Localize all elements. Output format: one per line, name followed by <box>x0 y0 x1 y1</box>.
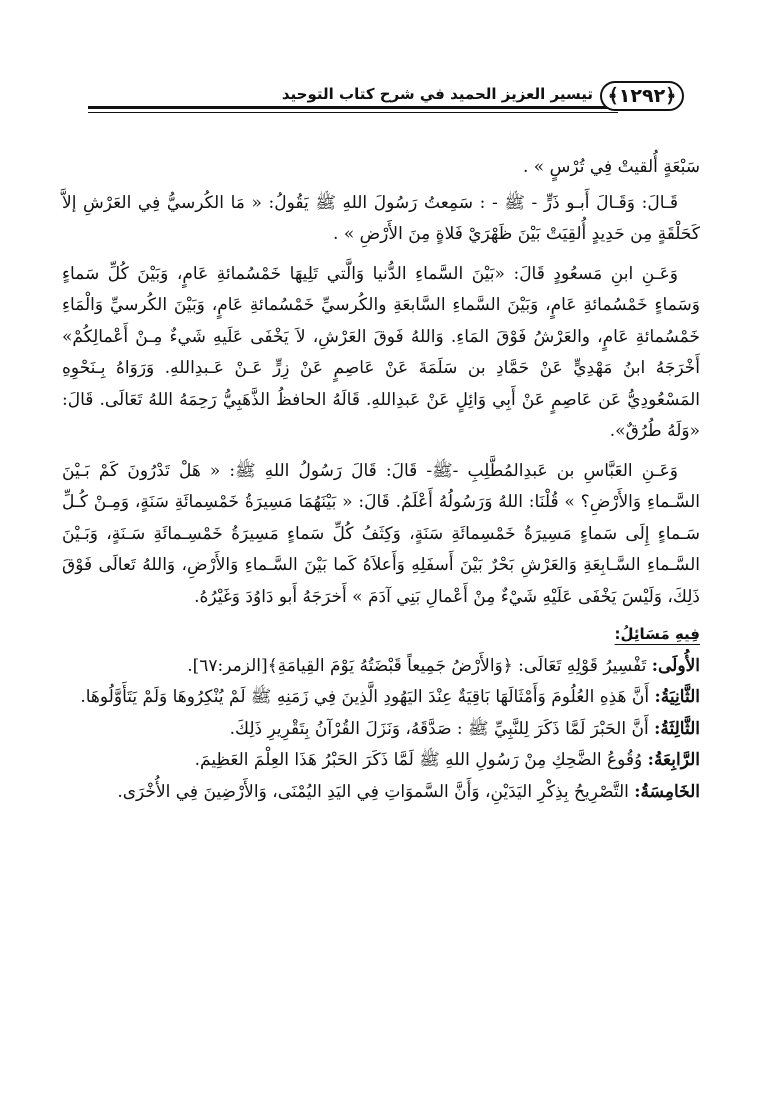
masail-item-text: التَّصْرِيحُ بِذِكْرِ اليَدَيْنِ، وَأَنَّ السَّموَاتِ فِي اليَدِ اليُمْنَى، وَالأَرْضِينَ فِي الأُخْرَى. <box>117 781 635 802</box>
masail-item-text: تَفْسِيرُ قَوْلِهِ تَعَالَى: ﴿وَالأَرْضُ جَمِيعاً قَبْضَتُهُ يَوْمَ القِيامَةِ﴾[الزمر:٦٧]. <box>187 655 652 676</box>
masail-item-4 <box>62 745 700 777</box>
masail-item-text: أَنَّ الحَبْرَ لَمَّا ذَكَرَ لِلنَّبِيِّ ﷺ : صَدَّقَهُ، وَنَزَلَ القُرْآنُ بِتَقْرِيرِ ذَلِكَ. <box>229 718 655 739</box>
masail-item-label: الثَّالِثَةُ: <box>654 718 700 739</box>
paragraph-ibn-masud: وَعَـنِ ابنِ مَسعُودٍ قَالَ: «بَيْنَ السَّماءِ الدُّنيا وَالَّتي تَلِيهَا خَمْسُمائةِ عَامٍ، وَبَيْنَ كُلِّ سَماءٍ وَسَماءٍ خَمْسُمائةِ عَامٍ، وَبَيْنَ السَّماءِ السَّابعَةِ والكُرسيِّ خَمْسُمائةِ عَامٍ، وَبَيْنَ الكُرسيِّ وَالْمَاءِ خَمْسُمائةِ عَامٍ، والعَرْشُ فَوْقَ المَاءِ. وَاللهُ فَوقَ العَرْشِ، لاَ يَخْفَى عَلَيهِ شَيءٌ مِـنْ أَعْمالِكُمْ» أَخْرَجَهُ ابنُ مَهْدِيٍّ عَنْ حَمَّادِ بن سَلَمَةَ عَنْ عَاصِمٍ عَنْ زِرٍّ عَـنْ عَـبدِاللهِ. وَرَوَاهُ بِـنَحْوِهِ المَسْعُودِيُّ عَن عَاصِمٍ عَنْ أَبِي وَائِلٍ عَنْ عَبدِاللهِ. قَالَهُ الحافظُ الذَّهَبِيُّ رَحِمَهُ اللهُ تَعَالَى. قَالَ: «وَلَهُ طُرُقٌ». <box>62 263 700 441</box>
masail-item-label: الثَّانِيَةُ: <box>654 687 700 707</box>
paragraph-abu-dharr: قَـالَ: وَقَـالَ أَبـو ذَرٍّ - ﷺ - : سَمِعتُ رَسُولَ اللهِ ﷺ يَقُولُ: « مَا الكُرسيُّ فِي العَرْشِ إلاَّ كَحَلْقَةٍ مِن حَدِيدٍ أُلقِيَتْ بَيْنَ ظَهْرَيْ فَلاةٍ مِنَ الأَرْضِ » . <box>62 192 700 244</box>
masail-item-1 <box>62 651 700 683</box>
page-body <box>62 152 700 808</box>
masail-item-label: الأُولَى: <box>651 655 700 676</box>
paragraph-al-abbas: وَعَـنِ العَبَّاسِ بن عَبدِالمُطَّلِبِ -ﷺ- قَالَ: قَالَ رَسُولُ اللهِ ﷺ: « هَلْ تَدْرُونَ كَمْ بَـيْنَ السَّـماءِ وَالأَرْضِ؟ » قُلْنَا: اللهُ وَرَسُولُهُ أَعْلَمُ. قَالَ: « بَيْنَهُمَا مَسِيرَةُ خَمْسِمائَةِ سَنَةٍ، وَمِـنْ كُـلِّ سَـماءٍ إِلَى سَماءٍ مَسِيرَةُ خَمْسِمائَةِ سَنَةٍ، وَكِثَفُ كُلِّ سَماءٍ مَسِيرَةُ خَمْسِـمائَةِ سَـنَةٍ، وَبَـيْنَ السَّـماءِ السَّـابِعَةِ وَالعَرْشِ بَحْرٌ بَيْنَ أَسفَلِهِ وَأَعلاَهُ كَما بَيْنَ السَّـماءِ وَالأَرْضِ، وَاللهُ تَعالَى فَوْقَ ذَلِكَ، وَلَيْسَ يَخْفَى عَلَيْهِ شَيْءٌ مِنْ أَعْمالِ بَنِي آدَمَ » أَخرَجَهُ أَبو دَاوُدَ وَغَيْرُهُ. <box>62 460 700 607</box>
masail-item-3 <box>62 714 700 746</box>
masail-item-label: الخَامِسَةُ: <box>634 781 700 802</box>
page-number: ﴿١٢٩٢﴾ <box>600 81 684 111</box>
masail-heading: فِيهِ مَسَائِلُ: <box>614 625 700 643</box>
header-rule-thin <box>88 112 618 113</box>
masail-item-2 <box>62 682 700 714</box>
masail-item-text: وُقُوعُ الضَّحِكِ مِنْ رَسُولِ اللهِ ﷺ لَمَّا ذَكَرَ الحَبْرُ هَذَا العِلْمَ العَظِيمَ. <box>194 750 648 770</box>
header-rule <box>88 106 618 109</box>
masail-item-label: الرَّابِعَةُ: <box>647 750 700 770</box>
book-title: تيسير العزيز الحميد في شرح كتاب التوحيد <box>281 85 593 103</box>
masail-item-text: أَنَّ هَذِهِ العُلُومَ وَأَمْثَالَهَا بَاقِيَةٌ عِنْدَ اليَهُودِ الَّذِينَ فِي زَمَنِهِ ﷺ لَمْ يُنْكِرُوهَا وَلَمْ يَتَأَوَّلُوهَا. <box>80 687 655 707</box>
running-header <box>88 78 688 118</box>
masail-item-5 <box>62 777 700 809</box>
continuation-line: سَبْعَةٍ أُلقيتْ فِي تُرْسٍ » . <box>523 157 700 177</box>
